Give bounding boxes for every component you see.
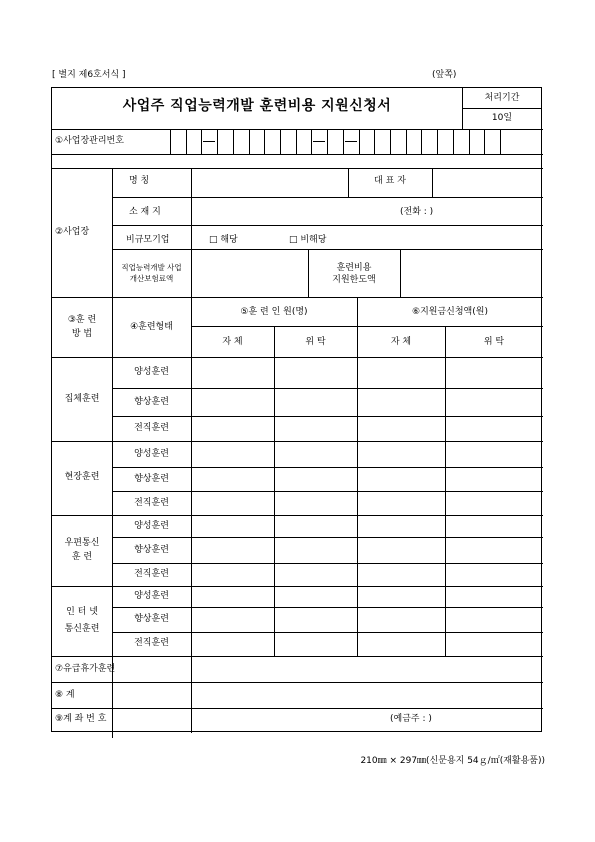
training-type-label: ④훈련형태 xyxy=(130,322,173,332)
account-number-label: ⑨계 좌 번 호 xyxy=(55,714,107,724)
workplace-label: ②사업장 xyxy=(55,227,90,237)
reg-no-box-divider xyxy=(374,129,375,154)
row-training-type: 전직훈련 xyxy=(134,498,169,508)
trainees-label: ⑤훈 련 인 원(명) xyxy=(240,307,308,317)
reg-no-box-divider xyxy=(343,129,344,154)
reg-no-box-divider xyxy=(406,129,407,154)
subsidy-amount-label: ⑥지원금신청액(원) xyxy=(412,307,488,317)
row-training-type: 양성훈련 xyxy=(134,367,169,377)
row-training-type: 양성훈련 xyxy=(134,521,169,531)
total-label: ⑧ 계 xyxy=(55,690,75,700)
reg-no-box-divider xyxy=(280,129,281,154)
reg-no-box-divider xyxy=(359,129,360,154)
training-method-label-line1: ③훈 련 xyxy=(67,315,97,325)
processing-period-label: 처리기간 xyxy=(484,93,520,103)
address-label: 소 재 지 xyxy=(129,207,161,217)
row-training-type: 양성훈련 xyxy=(134,449,169,459)
insurance-label-line1: 직업능력개발 사업 xyxy=(121,263,182,272)
reg-no-box-divider xyxy=(453,129,454,154)
group-onsite-training: 현장훈련 xyxy=(64,472,100,482)
paper-spec-footer: 210㎜ × 297㎜(신문용지 54ｇ/㎡(재활용품)) xyxy=(360,756,545,766)
row-training-type: 향상훈련 xyxy=(134,474,169,484)
amount-self-label: 자 체 xyxy=(390,337,412,347)
reg-no-separator xyxy=(345,141,357,142)
reg-no-box-divider xyxy=(500,129,501,154)
group-correspondence-training-line1: 우편통신 xyxy=(64,538,100,548)
limit-label-line1: 훈련비용 xyxy=(336,263,372,273)
limit-label-line2: 지원한도액 xyxy=(332,275,376,285)
trainees-self-label: 자 체 xyxy=(222,337,243,347)
group-internet-training-line2: 통신훈련 xyxy=(64,624,100,634)
non-large-enterprise-label: 비규모기업 xyxy=(126,235,170,245)
group-classroom-training: 집체훈련 xyxy=(64,394,100,404)
reg-no-box-divider xyxy=(170,129,171,154)
reg-no-separator xyxy=(203,141,215,142)
reg-no-box-divider xyxy=(327,129,328,154)
page-side-label: (앞쪽) xyxy=(432,70,457,80)
reg-no-box-divider xyxy=(201,129,202,154)
reg-no-separator xyxy=(313,141,325,142)
row-training-type: 향상훈련 xyxy=(134,545,169,555)
phone-field[interactable]: (전화 : ) xyxy=(400,207,434,217)
reg-no-box-divider xyxy=(469,129,470,154)
applicable-checkbox[interactable]: □ 해당 xyxy=(209,235,238,245)
reg-no-box-divider xyxy=(296,129,297,154)
row-training-type: 전직훈련 xyxy=(134,638,169,648)
workplace-reg-no-label: ①사업장관리번호 xyxy=(55,136,124,146)
reg-no-box-divider xyxy=(186,129,187,154)
group-internet-training-line1: 인 터 넷 xyxy=(66,607,98,617)
group-correspondence-training-line2: 훈 련 xyxy=(71,552,93,562)
form-number: [ 별지 제6호서식 ] xyxy=(52,70,126,80)
reg-no-box-divider xyxy=(421,129,422,154)
reg-no-box-divider xyxy=(311,129,312,154)
application-form xyxy=(51,87,542,732)
reg-no-box-divider xyxy=(249,129,250,154)
not-applicable-checkbox[interactable]: □ 비해당 xyxy=(289,235,327,245)
row-training-type: 향상훈련 xyxy=(134,614,169,624)
reg-no-box-divider xyxy=(264,129,265,154)
reg-no-box-divider xyxy=(484,129,485,154)
reg-no-box-divider xyxy=(437,129,438,154)
row-training-type: 양성훈련 xyxy=(134,591,169,601)
row-training-type: 향상훈련 xyxy=(134,397,169,407)
name-label: 명 칭 xyxy=(129,176,150,186)
amount-entrusted-label: 위 탁 xyxy=(483,337,505,347)
form-title: 사업주 직업능력개발 훈련비용 지원신청서 xyxy=(122,98,392,114)
reg-no-box-divider xyxy=(217,129,218,154)
depositor-field[interactable]: (예금주 : ) xyxy=(390,714,432,724)
reg-no-box-divider xyxy=(233,129,234,154)
row-training-type: 전직훈련 xyxy=(134,423,169,433)
row-training-type: 전직훈련 xyxy=(134,569,169,579)
representative-label: 대 표 자 xyxy=(374,176,406,186)
processing-period-value: 10일 xyxy=(491,113,513,123)
reg-no-boxes[interactable] xyxy=(170,129,500,154)
training-method-label-line2: 방 법 xyxy=(71,329,93,339)
paid-leave-training-label: ⑦유급휴가훈련 xyxy=(55,664,116,674)
insurance-label-line2: 개산보험료액 xyxy=(129,274,174,283)
reg-no-box-divider xyxy=(390,129,391,154)
trainees-entrusted-label: 위 탁 xyxy=(305,337,326,347)
